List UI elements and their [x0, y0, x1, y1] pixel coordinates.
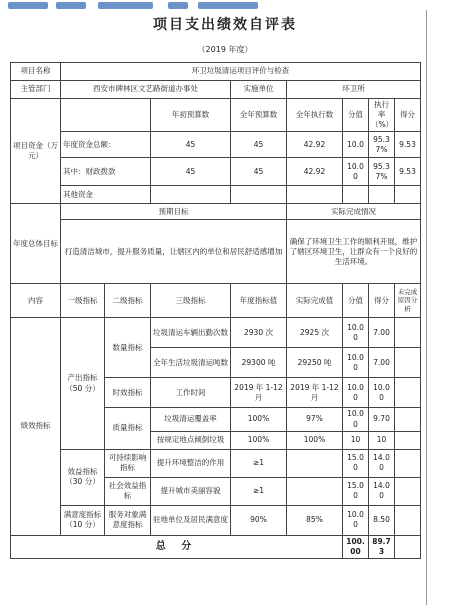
funds-header: 年初预算数 [151, 99, 231, 132]
indicator-got: 8.50 [369, 505, 395, 535]
indicator-header: 实际完成值 [287, 284, 343, 318]
total-label: 总 分 [11, 535, 343, 558]
quality-indicator-label: 质量指标 [105, 408, 151, 449]
total-got: 89.73 [369, 535, 395, 558]
indicator-score: 10.00 [343, 378, 369, 408]
indicator-got: 10.00 [369, 378, 395, 408]
indicator-name: 驻地单位及居民满意度 [151, 505, 231, 535]
funds-label: 项目资金（万元） [11, 99, 61, 204]
service-indicator-label: 服务对象满意度指标 [105, 505, 151, 535]
funds-cell: 42.92 [287, 158, 343, 186]
indicator-header: 三级指标 [151, 284, 231, 318]
indicator-reason [395, 348, 421, 378]
indicator-reason [395, 431, 421, 449]
indicator-target: 2930 次 [231, 318, 287, 348]
funds-cell: 95.37% [369, 132, 395, 158]
indicator-got: 9.70 [369, 408, 395, 431]
performance-section-label: 绩效指标 [11, 318, 61, 535]
indicator-actual: 97% [287, 408, 343, 431]
indicator-target: ≥1 [231, 449, 287, 477]
indicator-actual: 2019 年 1-12 月 [287, 378, 343, 408]
indicator-actual: 2925 次 [287, 318, 343, 348]
indicator-score: 10.00 [343, 318, 369, 348]
funds-cell [287, 186, 343, 204]
indicator-name: 按规定地点倾倒垃圾 [151, 431, 231, 449]
total-score: 100.00 [343, 535, 369, 558]
indicator-got: 7.00 [369, 348, 395, 378]
funds-cell: 10.0 [343, 132, 369, 158]
project-name-value: 环卫垃圾清运项目评价与检查 [61, 63, 421, 81]
dept-label: 主管部门 [11, 81, 61, 99]
indicator-header: 得分 [369, 284, 395, 318]
funds-cell [369, 186, 395, 204]
funds-cell [343, 186, 369, 204]
indicator-actual [287, 449, 343, 477]
benefit-indicator-label: 效益指标（30 分） [61, 449, 105, 505]
indicator-actual: 85% [287, 505, 343, 535]
indicator-actual: 100% [287, 431, 343, 449]
indicator-header: 二级指标 [105, 284, 151, 318]
indicator-name: 垃圾清运覆盖率 [151, 408, 231, 431]
funds-corner [61, 99, 151, 132]
indicator-got: 14.00 [369, 477, 395, 505]
social-indicator-label: 社会效益指标 [105, 477, 151, 505]
indicator-reason [395, 378, 421, 408]
actual-goal-header: 实际完成情况 [287, 204, 421, 220]
project-name-label: 项目名称 [11, 63, 61, 81]
evaluation-table [10, 62, 421, 559]
funds-row-label: 年度资金总额： [61, 132, 151, 158]
funds-header: 全年执行数 [287, 99, 343, 132]
indicator-header: 未完成原因分析 [395, 284, 421, 318]
funds-cell [151, 186, 231, 204]
goals-label: 年度总体目标 [11, 204, 61, 284]
indicator-name: 提升城市美丽容貌 [151, 477, 231, 505]
indicator-target: 100% [231, 431, 287, 449]
indicator-reason [395, 505, 421, 535]
funds-cell: 42.92 [287, 132, 343, 158]
indicator-target: ≥1 [231, 477, 287, 505]
funds-cell: 45 [231, 132, 287, 158]
indicator-reason [395, 449, 421, 477]
page-title: 项目支出绩效自评表 [153, 17, 297, 33]
indicator-score: 15.00 [343, 449, 369, 477]
time-indicator-label: 时效指标 [105, 378, 151, 408]
indicator-name: 全年生活垃圾清运吨数 [151, 348, 231, 378]
impl-value: 环卫所 [287, 81, 421, 99]
funds-row-label: 其他资金 [61, 186, 151, 204]
funds-cell: 95.37% [369, 158, 395, 186]
funds-cell [395, 186, 421, 204]
indicator-got: 10 [369, 431, 395, 449]
indicator-actual [287, 477, 343, 505]
indicator-score: 10 [343, 431, 369, 449]
divider [426, 10, 427, 605]
funds-cell: 45 [151, 132, 231, 158]
indicator-reason [395, 477, 421, 505]
indicator-name: 垃圾清运车辆出勤次数 [151, 318, 231, 348]
indicator-score: 10.00 [343, 348, 369, 378]
indicator-name: 提升环境整洁的作用 [151, 449, 231, 477]
expected-goal-text: 打造清洁城市，提升服务质量，让辖区内的单位和居民舒适感增加 [61, 220, 287, 284]
indicator-header: 一级指标 [61, 284, 105, 318]
funds-header: 得分 [395, 99, 421, 132]
funds-cell: 10.00 [343, 158, 369, 186]
funds-cell: 9.53 [395, 158, 421, 186]
quantity-indicator-label: 数量指标 [105, 318, 151, 378]
indicator-target: 90% [231, 505, 287, 535]
indicator-name: 工作时间 [151, 378, 231, 408]
funds-header: 分值 [343, 99, 369, 132]
indicator-target: 100% [231, 408, 287, 431]
scan-artifact [8, 0, 268, 12]
indicator-target: 2019 年 1-12 月 [231, 378, 287, 408]
output-indicator-label: 产出指标（50 分） [61, 318, 105, 449]
indicator-score: 15.00 [343, 477, 369, 505]
funds-header: 执行率（%） [369, 99, 395, 132]
indicator-target: 29300 吨 [231, 348, 287, 378]
indicator-got: 7.00 [369, 318, 395, 348]
dept-value: 西安市碑林区文艺路街道办事处 [61, 81, 231, 99]
indicator-header: 年度指标值 [231, 284, 287, 318]
expected-goal-header: 预期目标 [61, 204, 287, 220]
year-label: （2019 年度） [197, 45, 253, 54]
actual-goal-text: 确保了环境卫生工作的顺利开展，维护了辖区环境卫生，让群众有一个良好的生活环境。 [287, 220, 421, 284]
indicator-reason [395, 318, 421, 348]
total-reason [395, 535, 421, 558]
indicator-score: 10.00 [343, 505, 369, 535]
indicator-got: 14.00 [369, 449, 395, 477]
indicator-reason [395, 408, 421, 431]
indicator-header: 内容 [11, 284, 61, 318]
funds-cell [231, 186, 287, 204]
indicator-actual: 29250 吨 [287, 348, 343, 378]
sustain-indicator-label: 可持续影响指标 [105, 449, 151, 477]
funds-header: 全年预算数 [231, 99, 287, 132]
impl-label: 实施单位 [231, 81, 287, 99]
satisfaction-indicator-label: 满意度指标（10 分） [61, 505, 105, 535]
indicator-score: 10.00 [343, 408, 369, 431]
indicator-header: 分值 [343, 284, 369, 318]
funds-row-label: 其中：财政拨款 [61, 158, 151, 186]
funds-cell: 9.53 [395, 132, 421, 158]
funds-cell: 45 [231, 158, 287, 186]
funds-cell: 45 [151, 158, 231, 186]
